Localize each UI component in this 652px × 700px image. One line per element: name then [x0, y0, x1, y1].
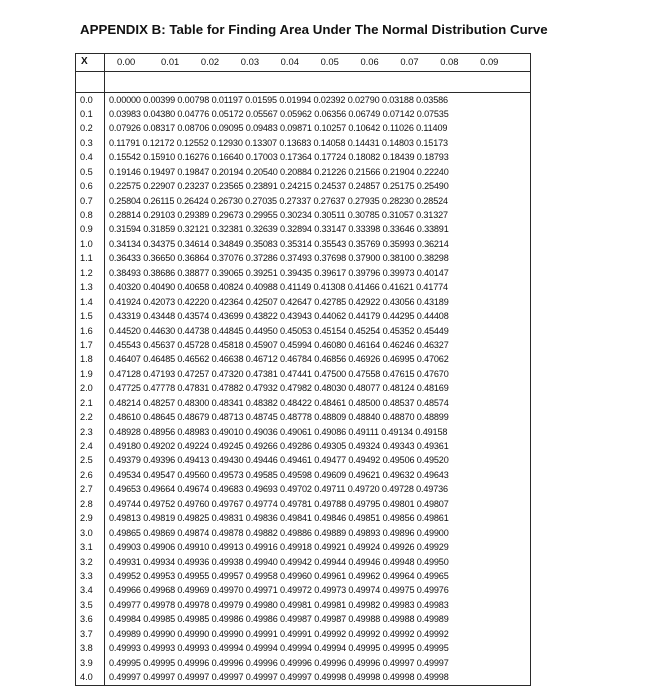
z-value-cell: 0.6 [76, 180, 105, 194]
area-values: 0.49993 0.49993 0.49993 0.49994 0.49994 0.49994 0.49994 0.49995 0.49995 0.49995 [109, 643, 449, 654]
area-values-cell [105, 122, 531, 136]
table-row [76, 223, 531, 237]
table-row [76, 642, 531, 656]
area-values: 0.49977 0.49978 0.49978 0.49979 0.49980 0.49981 0.49981 0.49982 0.49983 0.49983 [109, 599, 449, 610]
z-value-cell: 3.3 [76, 569, 105, 583]
area-values-cell [105, 324, 531, 338]
area-values-cell [105, 151, 531, 165]
table-row [76, 454, 531, 468]
area-values: 0.49813 0.49819 0.49825 0.49831 0.49836 0.49841 0.49846 0.49851 0.49856 0.49861 [109, 513, 449, 524]
area-values-cell [105, 670, 531, 685]
header-spacer-row [76, 71, 531, 93]
area-values: 0.40320 0.40490 0.40658 0.40824 0.40988 0.41149 0.41308 0.41466 0.41621 0.41774 [109, 282, 448, 293]
z-value-cell: 1.5 [76, 310, 105, 324]
table-row [76, 324, 531, 338]
table-header-row [76, 54, 531, 72]
area-values-cell [105, 468, 531, 482]
z-column-header: X [76, 54, 105, 72]
area-values: 0.49995 0.49995 0.49996 0.49996 0.49996 0.49996 0.49996 0.49996 0.49997 0.49997 [109, 657, 449, 668]
z-value-cell: 4.0 [76, 670, 105, 685]
area-values-cell [105, 512, 531, 526]
column-header: 0.06 [360, 56, 379, 68]
z-value-cell: 2.9 [76, 512, 105, 526]
z-value-cell: 2.5 [76, 454, 105, 468]
area-values-cell [105, 252, 531, 266]
area-values-cell [105, 382, 531, 396]
area-values: 0.11791 0.12172 0.12552 0.12930 0.13307 0.13683 0.14058 0.14431 0.14803 0.15173 [109, 137, 448, 148]
z-value-cell: 0.9 [76, 223, 105, 237]
z-value-cell: 1.2 [76, 266, 105, 280]
table-row [76, 512, 531, 526]
table-row [76, 151, 531, 165]
table-row [76, 569, 531, 583]
area-values-cell [105, 93, 531, 107]
column-header: 0.02 [200, 56, 220, 68]
area-values-cell [105, 569, 531, 583]
area-values: 0.49379 0.49396 0.49413 0.49430 0.49446 0.49461 0.49477 0.49492 0.49506 0.49520 [109, 455, 449, 466]
area-values: 0.47128 0.47193 0.47257 0.47320 0.47381 0.47441 0.47500 0.47558 0.47615 0.47670 [109, 368, 449, 379]
area-values-cell [105, 656, 531, 670]
table-row [76, 584, 531, 598]
z-value-cell: 0.5 [76, 165, 105, 179]
column-headers [105, 54, 531, 72]
area-values: 0.48928 0.48956 0.48983 0.49010 0.49036 0.49061 0.49086 0.49111 0.49134 0.49158 [109, 426, 448, 437]
z-value-cell: 2.7 [76, 483, 105, 497]
table-row [76, 194, 531, 208]
table-row [76, 439, 531, 453]
area-values-cell [105, 353, 531, 367]
area-values: 0.45543 0.45637 0.45728 0.45818 0.45907 0.45994 0.46080 0.46164 0.46246 0.46327 [109, 339, 449, 350]
z-value-cell: 2.3 [76, 425, 105, 439]
table-row [76, 670, 531, 685]
area-values-cell [105, 439, 531, 453]
area-values: 0.36433 0.36650 0.36864 0.37076 0.37286 0.37493 0.37698 0.37900 0.38100 0.38298 [109, 253, 449, 264]
z-value-cell: 3.0 [76, 526, 105, 540]
area-values-cell [105, 107, 531, 121]
z-value-cell: 2.0 [76, 382, 105, 396]
table-row [76, 382, 531, 396]
table-row [76, 295, 531, 309]
area-values-cell [105, 208, 531, 222]
area-values: 0.49534 0.49547 0.49560 0.49573 0.49585 0.49598 0.49609 0.49621 0.49632 0.49643 [109, 469, 449, 480]
z-value-cell: 0.7 [76, 194, 105, 208]
table-row [76, 136, 531, 150]
table-row [76, 208, 531, 222]
table-row [76, 338, 531, 352]
table-row [76, 367, 531, 381]
z-value-cell: 0.2 [76, 122, 105, 136]
area-values-cell [105, 310, 531, 324]
area-values: 0.19146 0.19497 0.19847 0.20194 0.20540 0.20884 0.21226 0.21566 0.21904 0.22240 [109, 166, 449, 177]
table-row [76, 266, 531, 280]
area-values-cell [105, 598, 531, 612]
area-values-cell [105, 194, 531, 208]
column-header: 0.05 [320, 56, 339, 68]
z-value-cell: 2.1 [76, 396, 105, 410]
area-values-cell [105, 266, 531, 280]
area-values-cell [105, 295, 531, 309]
table-row [76, 281, 531, 295]
area-values: 0.49903 0.49906 0.49910 0.49913 0.49916 0.49918 0.49921 0.49924 0.49926 0.49929 [109, 542, 449, 553]
table-row [76, 613, 531, 627]
area-values-cell [105, 497, 531, 511]
column-header: 0.09 [480, 56, 499, 68]
z-value-cell: 3.8 [76, 642, 105, 656]
table-row [76, 396, 531, 410]
area-values: 0.49865 0.49869 0.49874 0.49878 0.49882 0.49886 0.49889 0.49893 0.49896 0.49900 [109, 527, 449, 538]
area-values: 0.38493 0.38686 0.38877 0.39065 0.39251 0.39435 0.39617 0.39796 0.39973 0.40147 [109, 267, 449, 278]
area-values: 0.03983 0.04380 0.04776 0.05172 0.05567 0.05962 0.06356 0.06749 0.07142 0.07535 [109, 108, 449, 119]
area-values: 0.49984 0.49985 0.49985 0.49986 0.49986 0.49987 0.49987 0.49988 0.49988 0.49989 [109, 614, 449, 625]
z-value-cell: 1.6 [76, 324, 105, 338]
z-value-cell: 1.0 [76, 237, 105, 251]
table-row [76, 541, 531, 555]
z-value-cell: 1.7 [76, 338, 105, 352]
table-row [76, 425, 531, 439]
z-value-cell: 3.9 [76, 656, 105, 670]
table-row [76, 310, 531, 324]
page-title: APPENDIX B: Table for Finding Area Under The Normal Distribution Curve [80, 22, 548, 37]
table-row [76, 165, 531, 179]
area-values-cell [105, 165, 531, 179]
table-row [76, 555, 531, 569]
z-value-cell: 2.2 [76, 411, 105, 425]
area-values-cell [105, 483, 531, 497]
area-values-cell [105, 627, 531, 641]
area-values-cell [105, 281, 531, 295]
z-value-cell: 0.1 [76, 107, 105, 121]
column-header: 0.01 [161, 56, 180, 68]
area-values: 0.22575 0.22907 0.23237 0.23565 0.23891 0.24215 0.24537 0.24857 0.25175 0.25490 [109, 181, 449, 192]
area-values-cell [105, 237, 531, 251]
column-header: 0.00 [117, 56, 136, 68]
table-row [76, 497, 531, 511]
area-values-cell [105, 425, 531, 439]
table-row [76, 483, 531, 497]
area-values: 0.31594 0.31859 0.32121 0.32381 0.32639 0.32894 0.33147 0.33398 0.33646 0.33891 [109, 224, 449, 235]
z-value-cell: 1.4 [76, 295, 105, 309]
area-values: 0.43319 0.43448 0.43574 0.43699 0.43822 0.43943 0.44062 0.44179 0.44295 0.44408 [109, 311, 449, 322]
table-row [76, 598, 531, 612]
area-values-cell [105, 136, 531, 150]
z-value-cell: 2.6 [76, 468, 105, 482]
area-values-cell [105, 555, 531, 569]
area-values: 0.48610 0.48645 0.48679 0.48713 0.48745 0.48778 0.48809 0.48840 0.48870 0.48899 [109, 412, 449, 423]
z-value-cell: 1.3 [76, 281, 105, 295]
area-values: 0.49180 0.49202 0.49224 0.49245 0.49266 0.49286 0.49305 0.49324 0.49343 0.49361 [109, 441, 449, 452]
column-header: 0.08 [440, 56, 459, 68]
table-row [76, 252, 531, 266]
z-value-cell: 0.8 [76, 208, 105, 222]
area-values-cell [105, 613, 531, 627]
area-values: 0.28814 0.29103 0.29389 0.29673 0.29955 0.30234 0.30511 0.30785 0.31057 0.31327 [109, 210, 448, 221]
area-values-cell [105, 396, 531, 410]
area-values: 0.07926 0.08317 0.08706 0.09095 0.09483 0.09871 0.10257 0.10642 0.11026 0.11409 [109, 123, 448, 134]
table-row [76, 627, 531, 641]
table-row [76, 468, 531, 482]
area-values-cell [105, 223, 531, 237]
z-value-cell: 0.0 [76, 93, 105, 107]
area-values: 0.34134 0.34375 0.34614 0.34849 0.35083 0.35314 0.35543 0.35769 0.35993 0.36214 [109, 238, 449, 249]
area-values: 0.49952 0.49953 0.49955 0.49957 0.49958 0.49960 0.49961 0.49962 0.49964 0.49965 [109, 570, 449, 581]
column-header: 0.03 [240, 56, 260, 68]
z-value-cell: 0.4 [76, 151, 105, 165]
z-value-cell: 3.6 [76, 613, 105, 627]
area-values: 0.49997 0.49997 0.49997 0.49997 0.49997 0.49997 0.49998 0.49998 0.49998 0.49998 [109, 672, 449, 683]
z-value-cell: 0.3 [76, 136, 105, 150]
z-value-cell: 3.5 [76, 598, 105, 612]
area-values: 0.25804 0.26115 0.26424 0.26730 0.27035 0.27337 0.27637 0.27935 0.28230 0.28524 [109, 195, 448, 206]
area-values: 0.44520 0.44630 0.44738 0.44845 0.44950 0.45053 0.45154 0.45254 0.45352 0.45449 [109, 325, 449, 336]
z-value-cell: 2.8 [76, 497, 105, 511]
table-row [76, 180, 531, 194]
z-value-cell: 3.7 [76, 627, 105, 641]
z-value-cell: 3.1 [76, 541, 105, 555]
area-values: 0.46407 0.46485 0.46562 0.46638 0.46712 0.46784 0.46856 0.46926 0.46995 0.47062 [109, 354, 449, 365]
area-values-cell [105, 180, 531, 194]
table-row [76, 656, 531, 670]
z-value-cell: 2.4 [76, 439, 105, 453]
normal-distribution-table [75, 53, 531, 686]
column-header: 0.04 [280, 56, 299, 68]
table-row [76, 353, 531, 367]
area-values-cell [105, 526, 531, 540]
z-value-cell: 1.8 [76, 353, 105, 367]
z-value-cell: 3.4 [76, 584, 105, 598]
area-values-cell [105, 338, 531, 352]
area-values: 0.15542 0.15910 0.16276 0.16640 0.17003 0.17364 0.17724 0.18082 0.18439 0.18793 [109, 152, 449, 163]
area-values: 0.48214 0.48257 0.48300 0.48341 0.48382 0.48422 0.48461 0.48500 0.48537 0.48574 [109, 397, 449, 408]
column-header: 0.07 [400, 56, 419, 68]
area-values: 0.49653 0.49664 0.49674 0.49683 0.49693 0.49702 0.49711 0.49720 0.49728 0.49736 [109, 484, 448, 495]
area-values-cell [105, 454, 531, 468]
area-values-cell [105, 367, 531, 381]
area-values: 0.49989 0.49990 0.49990 0.49990 0.49991 0.49991 0.49992 0.49992 0.49992 0.49992 [109, 628, 449, 639]
area-values: 0.41924 0.42073 0.42220 0.42364 0.42507 0.42647 0.42785 0.42922 0.43056 0.43189 [109, 296, 449, 307]
z-value-cell: 3.2 [76, 555, 105, 569]
table-row [76, 237, 531, 251]
area-values-cell [105, 642, 531, 656]
area-values: 0.49966 0.49968 0.49969 0.49970 0.49971 0.49972 0.49973 0.49974 0.49975 0.49976 [109, 585, 449, 596]
table-row [76, 122, 531, 136]
area-values: 0.47725 0.47778 0.47831 0.47882 0.47932 0.47982 0.48030 0.48077 0.48124 0.48169 [109, 383, 449, 394]
table-row [76, 526, 531, 540]
table-row [76, 93, 531, 107]
z-value-cell: 1.9 [76, 367, 105, 381]
area-values: 0.49931 0.49934 0.49936 0.49938 0.49940 0.49942 0.49944 0.49946 0.49948 0.49950 [109, 556, 449, 567]
table-row [76, 411, 531, 425]
area-values: 0.00000 0.00399 0.00798 0.01197 0.01595 0.01994 0.02392 0.02790 0.03188 0.03586 [109, 94, 448, 105]
table-row [76, 107, 531, 121]
area-values-cell [105, 584, 531, 598]
area-values-cell [105, 541, 531, 555]
area-values: 0.49744 0.49752 0.49760 0.49767 0.49774 0.49781 0.49788 0.49795 0.49801 0.49807 [109, 498, 449, 509]
z-value-cell: 1.1 [76, 252, 105, 266]
area-values-cell [105, 411, 531, 425]
